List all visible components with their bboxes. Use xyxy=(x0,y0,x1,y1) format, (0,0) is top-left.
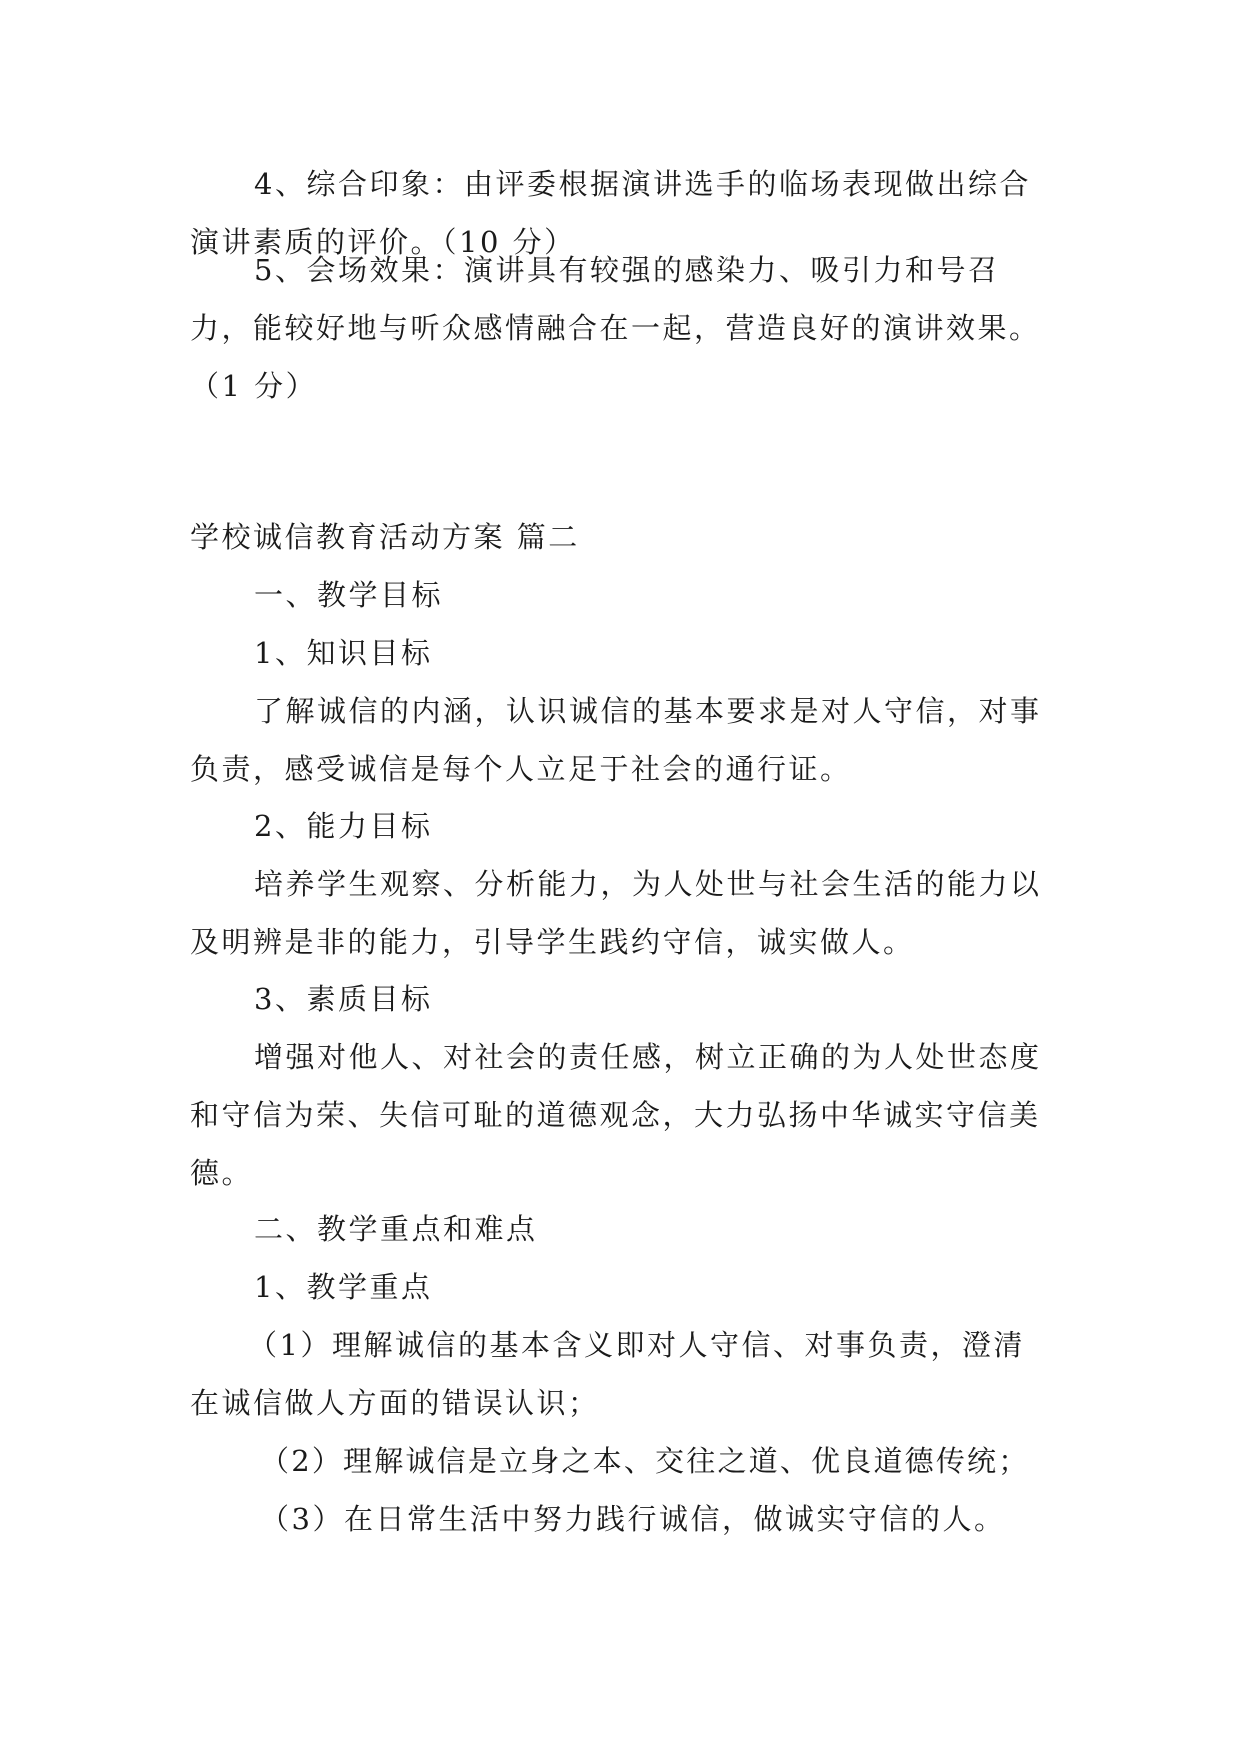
paragraph-quality-goal: 增强对他人、对社会的责任感，树立正确的为人处世态度和守信为荣、失信可耻的道德观念，大力弘扬中华诚实守信美德。 xyxy=(190,1040,1042,1190)
heading-teaching-goals: 一、教学目标 xyxy=(254,578,444,612)
paragraph-focus-item-1: （1）理解诚信的基本含义即对人守信、对事负责，澄清在诚信做人方面的错误认识； xyxy=(190,1328,1025,1420)
heading-knowledge-goal: 1、知识目标 xyxy=(254,636,433,670)
paragraph-knowledge-goal: 了解诚信的内涵，认识诚信的基本要求是对人守信，对事负责，感受诚信是每个人立足于社会的通行证。 xyxy=(190,694,1042,786)
heading-key-and-difficult-points: 二、教学重点和难点 xyxy=(254,1212,538,1246)
paragraph-venue-effect: 5、会场效果：演讲具有较强的感染力、吸引力和号召力，能较好地与听众感情融合在一起，营造良好的演讲效果。（1 分） xyxy=(190,253,1041,403)
heading-quality-goal: 3、素质目标 xyxy=(254,982,433,1016)
paragraph-ability-goal: 培养学生观察、分析能力，为人处世与社会生活的能力以及明辨是非的能力，引导学生践约守信，诚实做人。 xyxy=(190,867,1042,959)
paragraph-focus-item-3: （3）在日常生活中努力践行诚信，做诚实守信的人。 xyxy=(260,1502,1006,1536)
paragraph-comprehensive-impression: 4、综合印象：由评委根据演讲选手的临场表现做出综合演讲素质的评价。（10 分） xyxy=(190,167,1031,259)
section-title: 学校诚信教育活动方案 篇二 xyxy=(190,520,580,554)
paragraph-focus-item-2: （2）理解诚信是立身之本、交往之道、优良道德传统； xyxy=(260,1444,1030,1478)
heading-ability-goal: 2、能力目标 xyxy=(254,809,433,843)
heading-teaching-focus: 1、教学重点 xyxy=(254,1270,433,1304)
